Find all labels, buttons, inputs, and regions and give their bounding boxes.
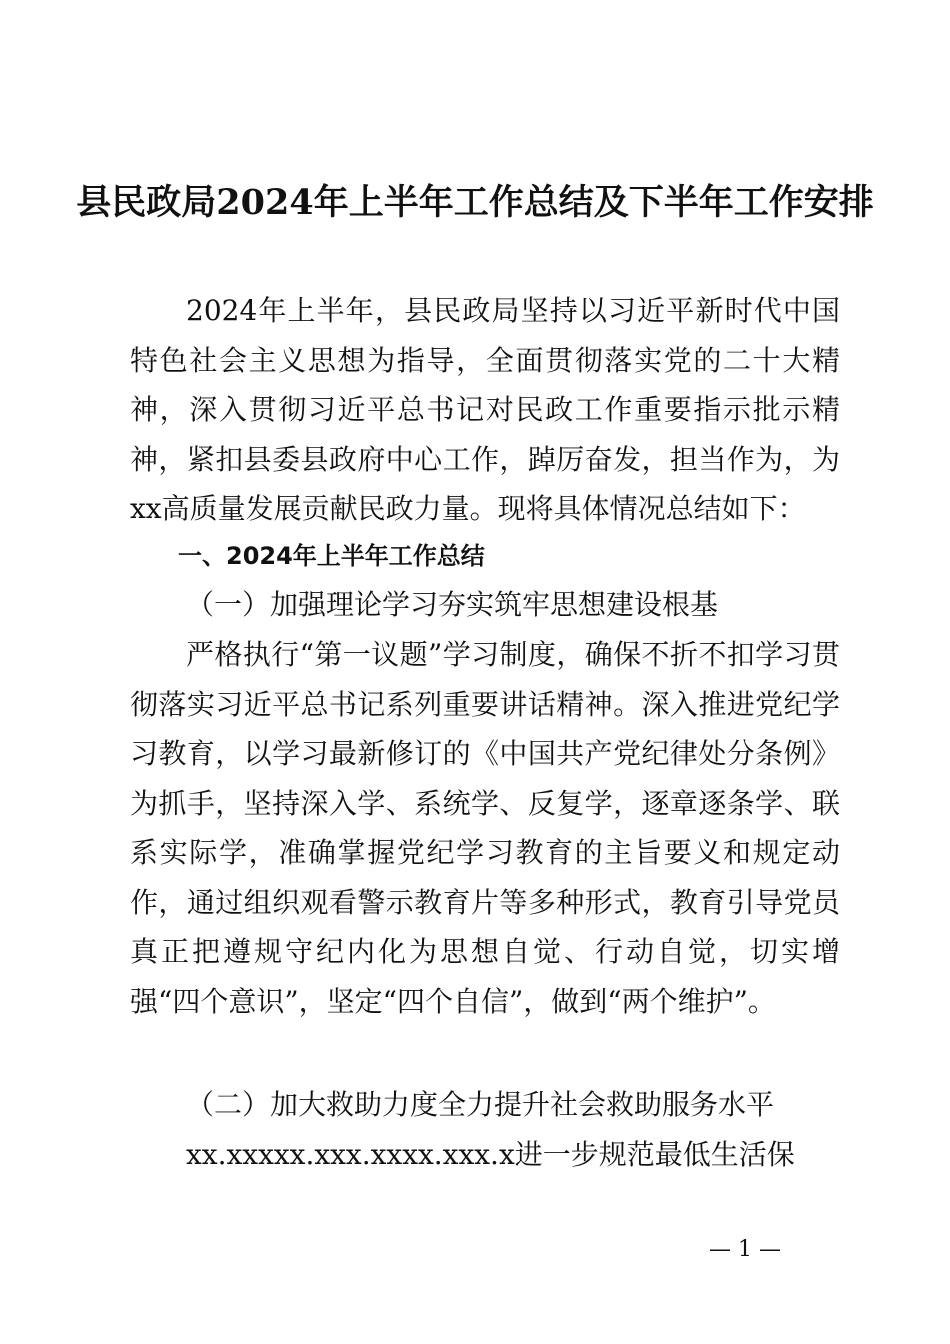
- subsection-1-paragraph: 严格执行“第一议题”学习制度，确保不折不扣学习贯彻落实习近平总书记系列重要讲话精神。深入推进党纪学习教育，以学习最新修订的《中国共产党纪律处分条例》为抓手，坚持深入学、系统学、反复学，逐章逐条学、联系实际学，准确掌握党纪学习教育的主旨要义和规定动作，通过组织观看警示教育片等多种形式，教育引导党员真正把遵规守纪内化为思想自觉、行动自觉，切实增强“四个意识”，坚定“四个自信”，做到“两个维护”。: [130, 638, 840, 1018]
- section-heading-1: 一、2024年上半年工作总结: [178, 542, 485, 570]
- intro-paragraph: 2024年上半年，县民政局坚持以习近平新时代中国特色社会主义思想为指导，全面贯彻落实党的二十大精神，深入贯彻习近平总书记对民政工作重要指示批示精神，紧扣县委县政府中心工作，踔厉奋发，担当作为，为xx高质量发展贡献民政力量。现将具体情况总结如下：: [130, 294, 840, 525]
- subsection-heading-2: （二）加大救助力度全力提升社会救助服务水平: [186, 1088, 775, 1121]
- document-title: 县民政局2024年上半年工作总结及下半年工作安排: [76, 182, 874, 223]
- subsection-heading-1: （一）加强理论学习夯实筑牢思想建设根基: [186, 588, 719, 621]
- subsection-2-paragraph: xx.xxxxx.xxx.xxxx.xxx.x进一步规范最低生活保: [186, 1138, 795, 1171]
- page-number: — 1 —: [709, 1237, 781, 1262]
